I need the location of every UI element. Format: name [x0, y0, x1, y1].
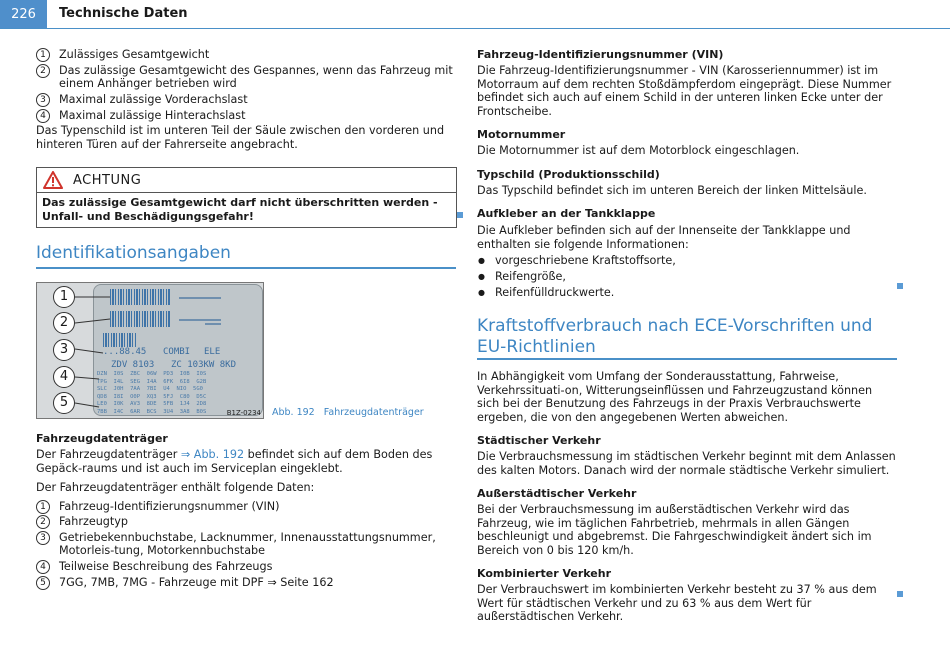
- list-item-text: Fahrzeugtyp: [59, 515, 129, 529]
- vdt-text: befindet sich auf dem Boden des Gepäck-raums und ist auch im Serviceplan eingeklebt.: [36, 448, 433, 475]
- card-data-block: DZN I0S ZBC 06W PD3 I0B I0S TPG I4L SEG I4A 6FK 6I8 G2B SLC J0H 7AA 7BI U4 NIO 5G0 QD8 I8I O0P XQ3 5FJ C80 D5C LE0 I0K AV3 8DE 5FB 1J4 2D8 7BB I4C 6AR BCS 3U4 3A8 B0S: [97, 371, 207, 415]
- extra-urban-heading: Außerstädtischer Verkehr: [477, 487, 637, 500]
- bullet-item: ● Reifenfülldruckwerte.: [477, 286, 897, 300]
- list-item-text: Maximal zulässige Hinterachslast: [59, 108, 246, 122]
- figure-marker-4: 4: [53, 366, 75, 388]
- weights-list: [36, 48, 456, 122]
- extra-urban-text: Bei der Verbrauchsmessung im außerstädtischen Verkehr wird das Fahrzeug, wie im täglichen Fahrbetrieb, mehrmals in allen Gängen beschleunigt und abgebremst. Die Fahrgeschwindigkeit ändert sich im Bereich von 0 bis 120 km/h.: [477, 503, 872, 557]
- card-text-line: COMBI: [163, 347, 191, 357]
- warning-triangle-icon: [43, 171, 63, 189]
- warning-header: [37, 168, 456, 193]
- figure-caption: [272, 407, 424, 418]
- marker-leader-lines: [37, 283, 263, 418]
- urban-text: Die Verbrauchsmessung im städtischen Verkehr beginnt mit dem Anlassen des kalten Motors. Danach wird der normale städtische Verkehr simuliert.: [477, 450, 896, 477]
- sticker-heading: Aufkleber an der Tankklappe: [477, 207, 656, 220]
- circled-number: 2: [36, 515, 50, 529]
- circled-number: 1: [36, 500, 50, 514]
- list-item: [36, 64, 456, 91]
- arrow-icon: ⇒: [180, 448, 191, 461]
- list-item: [36, 560, 456, 574]
- figure-code: B1Z-0234: [226, 409, 261, 417]
- figure-link[interactable]: [181, 448, 244, 461]
- right-column: [477, 48, 897, 302]
- warning-text: Das zulässige Gesamtgewicht darf nicht überschritten werden - Unfall- und Beschädigungsgefahr!: [42, 196, 438, 223]
- section-title-underline: [36, 267, 456, 269]
- bullet-item: ● Reifengröße,: [477, 270, 897, 284]
- list-item: [36, 500, 456, 514]
- vdt-paragraph-1: [36, 448, 456, 475]
- list-item: [36, 515, 456, 529]
- section-end-square-icon: [897, 591, 903, 597]
- typeplate-text: Das Typschild befindet sich im unteren Bereich der linken Mittelsäule.: [477, 183, 867, 197]
- list-item: [36, 109, 456, 123]
- sticker-list: [477, 254, 897, 299]
- list-item: [36, 576, 456, 590]
- circled-number: 3: [36, 93, 50, 107]
- typeplate-heading: Typschild (Produktionsschild): [477, 167, 660, 181]
- vin-text: Die Fahrzeug-Identifizierungsnummer - VIN (Karosseriennummer) ist im Motorraum auf dem rechten Stoßdämpferdom eingeprägt. Diese Nummer befindet sich auch auf einem Schild in der unteren linken Ecke unter der Frontscheibe.: [477, 64, 892, 118]
- list-item-text: 7GG, 7MB, 7MG - Fahrzeuge mit DPF ⇒ Seite 162: [59, 575, 334, 589]
- vdt-section: [36, 432, 456, 591]
- sticker-text: Die Aufkleber befinden sich auf der Innenseite der Tankklappe und enthalten sie folgende Informationen:: [477, 224, 851, 251]
- circled-number: 1: [36, 48, 50, 62]
- list-item-text: Fahrzeug-Identifizierungsnummer (VIN): [59, 499, 280, 513]
- circled-number: 4: [36, 560, 50, 574]
- caption-text: Fahrzeugdatenträger: [323, 407, 424, 418]
- combined-text: Der Verbrauchswert im kombinierten Verkehr besteht zu 37 % aus dem Wert für städtischen Verkehr und zu 63 % aus dem Wert für außerstädtischen Verkehr.: [477, 583, 877, 623]
- circled-number: 3: [36, 531, 50, 545]
- circled-number: 4: [36, 109, 50, 123]
- section-end-square-icon: [897, 283, 903, 289]
- engine-heading: Motornummer: [477, 128, 566, 141]
- list-item-text: Teilweise Beschreibung des Fahrzeugs: [59, 560, 273, 574]
- engine-text: Die Motornummer ist auf dem Motorblock eingeschlagen.: [477, 144, 800, 157]
- warning-title: ACHTUNG: [73, 172, 142, 188]
- list-item-text: Maximal zulässige Vorderachslast: [59, 92, 248, 106]
- list-item-text: Zulässiges Gesamtgewicht: [59, 48, 210, 61]
- list-item-text: Das zulässige Gesamtgewicht des Gespannes, wenn das Fahrzeug mit einem Anhänger betrieben wird: [59, 63, 453, 91]
- circled-number: 2: [36, 64, 50, 78]
- vehicle-data-carrier-figure: [36, 282, 264, 419]
- circled-number: 5: [36, 576, 50, 590]
- page-number: 226: [0, 0, 47, 28]
- section-title: Identifikationsangaben: [36, 243, 231, 263]
- figure-marker-1: 1: [53, 286, 75, 308]
- figure-marker-5: 5: [53, 392, 75, 414]
- figure-link-label: Abb. 192: [193, 448, 245, 461]
- warning-box: [36, 167, 457, 228]
- list-item: [36, 531, 456, 558]
- chapter-title: Technische Daten: [59, 6, 188, 21]
- list-item: [36, 93, 456, 107]
- figure-marker-2: 2: [53, 312, 75, 334]
- fuel-title-underline: [477, 358, 897, 360]
- left-column: [36, 48, 456, 151]
- vdt-paragraph-2: Der Fahrzeugdatenträger enthält folgende Daten:: [36, 481, 315, 494]
- caption-number: Abb. 192: [272, 407, 315, 418]
- list-item: [36, 48, 456, 62]
- card-text-line: ZDV 8103: [111, 360, 155, 370]
- figure-marker-3: 3: [53, 339, 75, 361]
- vin-heading: Fahrzeug-Identifizierungsnummer (VIN): [477, 48, 724, 61]
- fuel-section-title: Kraftstoffverbrauch nach ECE-Vorschriften und EU-Richtlinien: [477, 316, 873, 357]
- card-text-line: ELE: [204, 347, 221, 357]
- card-text-line: ZC 103KW 8KD: [171, 360, 237, 370]
- list-item-text: Getriebekennbuchstabe, Lacknummer, Innenausstattungsnummer, Motorleis-tung, Motorkennbuchstabe: [59, 530, 436, 558]
- card-text-line: ...88.45: [103, 347, 147, 357]
- typeplate-paragraph: Das Typenschild ist im unteren Teil der Säule zwischen den vorderen und hinteren Türen auf der Fahrerseite angebracht.: [36, 124, 445, 151]
- vdt-text: Der Fahrzeugdatenträger: [36, 448, 181, 461]
- vdt-heading: Fahrzeugdatenträger: [36, 432, 168, 445]
- fuel-intro: In Abhängigkeit vom Umfang der Sonderausstattung, Fahrweise, Verkehrssituati-on, Witterungseinflüssen und Fahrzeugzustand können sich bei der Benutzung des Fahrzeugs in der Praxis Verbrauchswerte ergeben, die von den angegebenen Werten abweichen.: [477, 370, 873, 424]
- fuel-section: [477, 370, 897, 624]
- combined-heading: Kombinierter Verkehr: [477, 567, 611, 580]
- urban-heading: Städtischer Verkehr: [477, 434, 601, 447]
- data-list: [36, 500, 456, 590]
- bullet-item: ● vorgeschriebene Kraftstoffsorte,: [477, 254, 897, 268]
- section-end-square-icon: [457, 212, 463, 218]
